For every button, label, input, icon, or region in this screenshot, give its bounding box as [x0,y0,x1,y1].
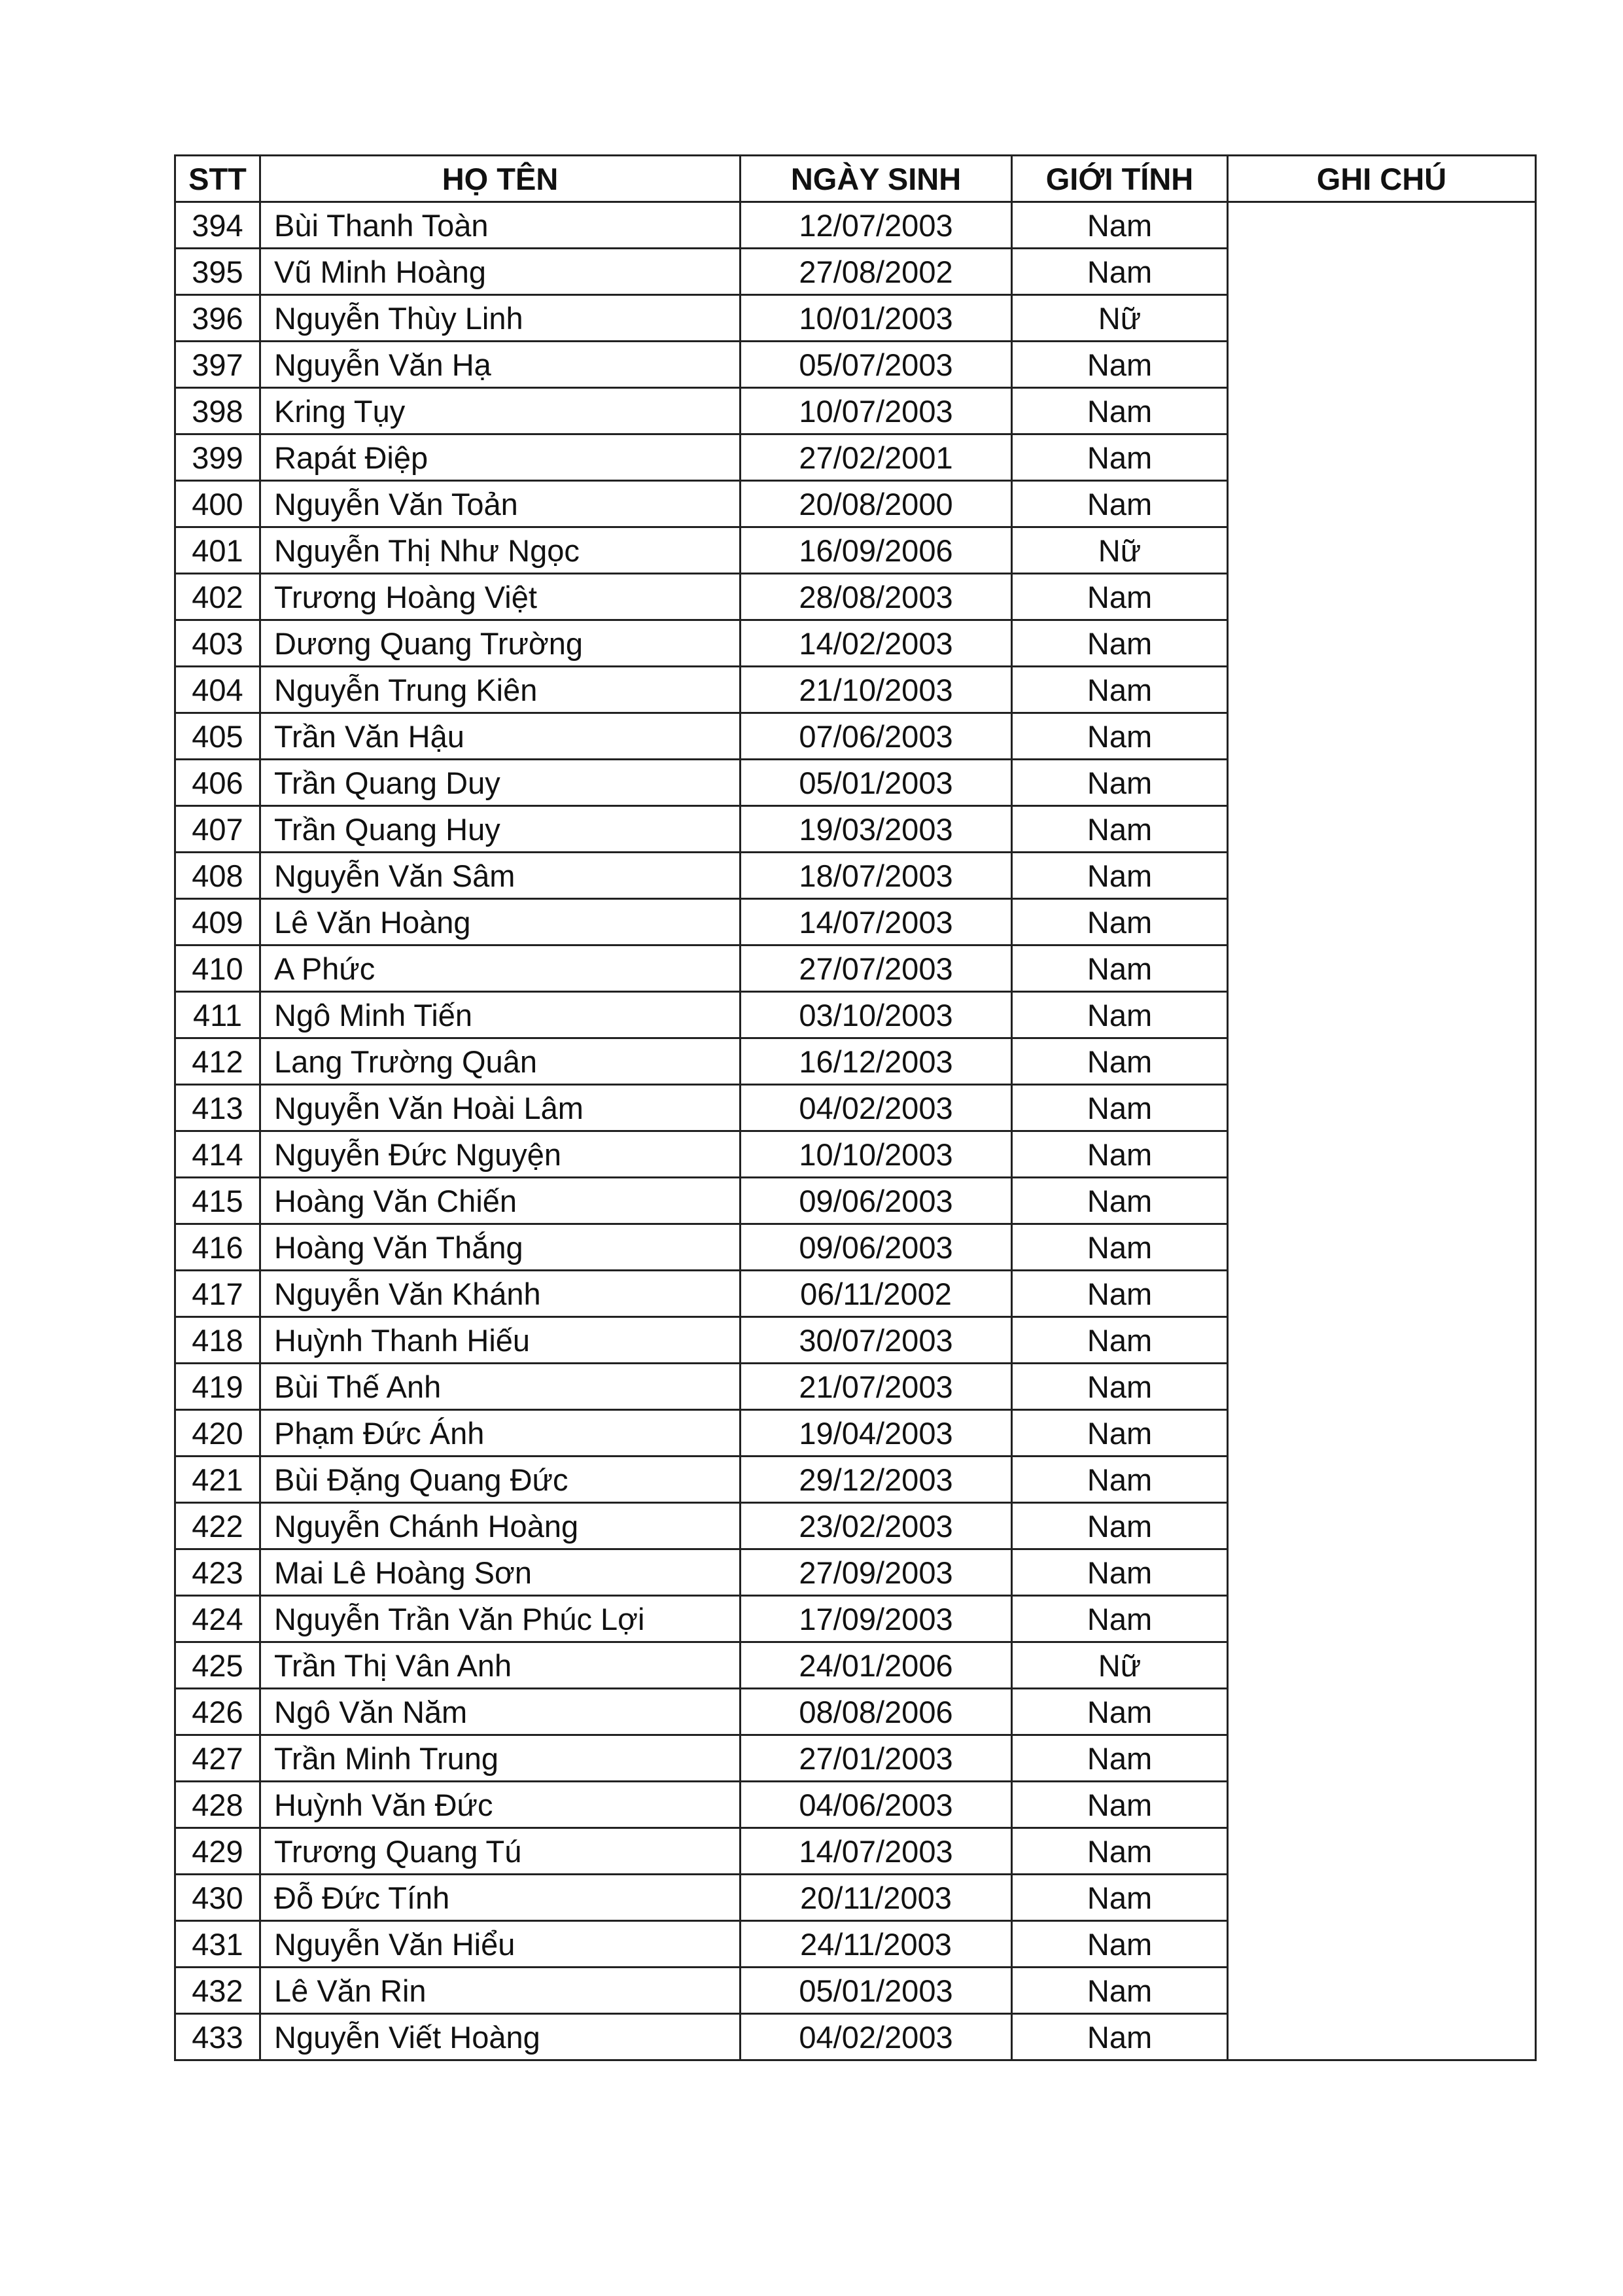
name-cell: Bùi Thế Anh [260,1364,741,1410]
stt-cell: 413 [175,1085,260,1131]
dob-cell: 23/02/2003 [741,1503,1012,1549]
header-dob: NGÀY SINH [741,156,1012,202]
table-row [175,202,1536,249]
name-cell: Trần Văn Hậu [260,713,741,760]
dob-cell: 09/06/2003 [741,1224,1012,1271]
stt-cell: 415 [175,1178,260,1224]
stt-cell: 400 [175,481,260,527]
gender-cell: Nam [1012,342,1228,388]
stt-cell: 411 [175,992,260,1038]
gender-cell: Nam [1012,1271,1228,1317]
name-cell: Nguyễn Văn Khánh [260,1271,741,1317]
dob-cell: 03/10/2003 [741,992,1012,1038]
name-cell: Đỗ Đức Tính [260,1875,741,1921]
name-cell: Nguyễn Trung Kiên [260,667,741,713]
name-cell: Nguyễn Văn Hiểu [260,1921,741,1968]
gender-cell: Nam [1012,667,1228,713]
gender-cell: Nam [1012,388,1228,434]
dob-cell: 12/07/2003 [741,202,1012,249]
name-cell: Vũ Minh Hoàng [260,249,741,295]
stt-cell: 421 [175,1457,260,1503]
name-cell: Hoàng Văn Chiến [260,1178,741,1224]
dob-cell: 14/07/2003 [741,1828,1012,1875]
stt-cell: 396 [175,295,260,342]
gender-cell: Nam [1012,1921,1228,1968]
header-stt: STT [175,156,260,202]
stt-cell: 416 [175,1224,260,1271]
stt-cell: 410 [175,945,260,992]
dob-cell: 16/12/2003 [741,1038,1012,1085]
stt-cell: 404 [175,667,260,713]
note-cell [1228,202,1536,2060]
stt-cell: 405 [175,713,260,760]
name-cell: Lê Văn Hoàng [260,899,741,945]
stt-cell: 407 [175,806,260,853]
name-cell: Huỳnh Thanh Hiếu [260,1317,741,1364]
gender-cell: Nam [1012,806,1228,853]
name-cell: Ngô Minh Tiến [260,992,741,1038]
gender-cell: Nam [1012,249,1228,295]
dob-cell: 30/07/2003 [741,1317,1012,1364]
dob-cell: 07/06/2003 [741,713,1012,760]
stt-cell: 426 [175,1689,260,1735]
gender-cell: Nam [1012,202,1228,249]
name-cell: Lang Trường Quân [260,1038,741,1085]
stt-cell: 399 [175,434,260,481]
dob-cell: 27/09/2003 [741,1549,1012,1596]
name-cell: Ngô Văn Năm [260,1689,741,1735]
stt-cell: 406 [175,760,260,806]
name-cell: Nguyễn Đức Nguyện [260,1131,741,1178]
gender-cell: Nam [1012,1038,1228,1085]
name-cell: Nguyễn Văn Sâm [260,853,741,899]
stt-cell: 409 [175,899,260,945]
gender-cell: Nam [1012,1968,1228,2014]
name-cell: Nguyễn Văn Hoài Lâm [260,1085,741,1131]
stt-cell: 419 [175,1364,260,1410]
stt-cell: 433 [175,2014,260,2060]
dob-cell: 10/07/2003 [741,388,1012,434]
dob-cell: 27/08/2002 [741,249,1012,295]
dob-cell: 08/08/2006 [741,1689,1012,1735]
name-cell: Trần Quang Duy [260,760,741,806]
name-cell: Lê Văn Rin [260,1968,741,2014]
stt-cell: 430 [175,1875,260,1921]
stt-cell: 422 [175,1503,260,1549]
gender-cell: Nam [1012,2014,1228,2060]
stt-cell: 398 [175,388,260,434]
dob-cell: 27/01/2003 [741,1735,1012,1782]
name-cell: Dương Quang Trường [260,620,741,667]
dob-cell: 04/06/2003 [741,1782,1012,1828]
name-cell: Trần Thị Vân Anh [260,1642,741,1689]
gender-cell: Nam [1012,1224,1228,1271]
name-cell: Kring Tụy [260,388,741,434]
stt-cell: 420 [175,1410,260,1457]
gender-cell: Nam [1012,760,1228,806]
dob-cell: 16/09/2006 [741,527,1012,574]
gender-cell: Nam [1012,1317,1228,1364]
stt-cell: 412 [175,1038,260,1085]
gender-cell: Nam [1012,574,1228,620]
name-cell: Nguyễn Viết Hoàng [260,2014,741,2060]
gender-cell: Nam [1012,1410,1228,1457]
name-cell: Mai Lê Hoàng Sơn [260,1549,741,1596]
gender-cell: Nam [1012,434,1228,481]
gender-cell: Nam [1012,1364,1228,1410]
gender-cell: Nữ [1012,527,1228,574]
gender-cell: Nam [1012,1457,1228,1503]
name-cell: Hoàng Văn Thắng [260,1224,741,1271]
gender-cell: Nam [1012,1549,1228,1596]
gender-cell: Nam [1012,1875,1228,1921]
header-name: HỌ TÊN [260,156,741,202]
name-cell: A Phức [260,945,741,992]
stt-cell: 427 [175,1735,260,1782]
dob-cell: 20/08/2000 [741,481,1012,527]
dob-cell: 28/08/2003 [741,574,1012,620]
name-cell: Phạm Đức Ánh [260,1410,741,1457]
name-cell: Trương Quang Tú [260,1828,741,1875]
name-cell: Bùi Thanh Toàn [260,202,741,249]
header-gender: GIỚI TÍNH [1012,156,1228,202]
table-body [175,202,1536,2060]
dob-cell: 05/07/2003 [741,342,1012,388]
stt-cell: 414 [175,1131,260,1178]
gender-cell: Nam [1012,713,1228,760]
dob-cell: 06/11/2002 [741,1271,1012,1317]
name-cell: Nguyễn Văn Hạ [260,342,741,388]
dob-cell: 21/07/2003 [741,1364,1012,1410]
header-note: GHI CHÚ [1228,156,1536,202]
gender-cell: Nam [1012,1085,1228,1131]
dob-cell: 27/02/2001 [741,434,1012,481]
stt-cell: 432 [175,1968,260,2014]
gender-cell: Nam [1012,1596,1228,1642]
dob-cell: 14/07/2003 [741,899,1012,945]
gender-cell: Nam [1012,1782,1228,1828]
gender-cell: Nam [1012,481,1228,527]
dob-cell: 19/04/2003 [741,1410,1012,1457]
dob-cell: 24/01/2006 [741,1642,1012,1689]
dob-cell: 10/10/2003 [741,1131,1012,1178]
dob-cell: 18/07/2003 [741,853,1012,899]
name-cell: Trần Minh Trung [260,1735,741,1782]
dob-cell: 10/01/2003 [741,295,1012,342]
stt-cell: 395 [175,249,260,295]
dob-cell: 29/12/2003 [741,1457,1012,1503]
name-cell: Nguyễn Thị Như Ngọc [260,527,741,574]
stt-cell: 418 [175,1317,260,1364]
name-cell: Nguyễn Văn Toản [260,481,741,527]
name-cell: Rapát Điệp [260,434,741,481]
stt-cell: 431 [175,1921,260,1968]
dob-cell: 09/06/2003 [741,1178,1012,1224]
stt-cell: 423 [175,1549,260,1596]
name-cell: Huỳnh Văn Đức [260,1782,741,1828]
gender-cell: Nam [1012,992,1228,1038]
stt-cell: 424 [175,1596,260,1642]
dob-cell: 14/02/2003 [741,620,1012,667]
name-cell: Bùi Đặng Quang Đức [260,1457,741,1503]
gender-cell: Nam [1012,945,1228,992]
dob-cell: 24/11/2003 [741,1921,1012,1968]
stt-cell: 401 [175,527,260,574]
gender-cell: Nam [1012,1503,1228,1549]
stt-cell: 429 [175,1828,260,1875]
dob-cell: 27/07/2003 [741,945,1012,992]
gender-cell: Nam [1012,1131,1228,1178]
gender-cell: Nữ [1012,1642,1228,1689]
stt-cell: 425 [175,1642,260,1689]
gender-cell: Nam [1012,1689,1228,1735]
dob-cell: 17/09/2003 [741,1596,1012,1642]
dob-cell: 21/10/2003 [741,667,1012,713]
stt-cell: 402 [175,574,260,620]
gender-cell: Nam [1012,899,1228,945]
gender-cell: Nam [1012,620,1228,667]
gender-cell: Nam [1012,853,1228,899]
dob-cell: 04/02/2003 [741,2014,1012,2060]
stt-cell: 417 [175,1271,260,1317]
name-cell: Nguyễn Trần Văn Phúc Lợi [260,1596,741,1642]
gender-cell: Nam [1012,1178,1228,1224]
dob-cell: 19/03/2003 [741,806,1012,853]
name-cell: Nguyễn Chánh Hoàng [260,1503,741,1549]
dob-cell: 05/01/2003 [741,760,1012,806]
gender-cell: Nam [1012,1735,1228,1782]
gender-cell: Nữ [1012,295,1228,342]
dob-cell: 05/01/2003 [741,1968,1012,2014]
name-cell: Trần Quang Huy [260,806,741,853]
table-header-row [175,156,1536,202]
stt-cell: 408 [175,853,260,899]
roster-table [174,154,1537,2061]
stt-cell: 394 [175,202,260,249]
stt-cell: 428 [175,1782,260,1828]
stt-cell: 403 [175,620,260,667]
dob-cell: 20/11/2003 [741,1875,1012,1921]
gender-cell: Nam [1012,1828,1228,1875]
name-cell: Nguyễn Thùy Linh [260,295,741,342]
dob-cell: 04/02/2003 [741,1085,1012,1131]
name-cell: Trương Hoàng Việt [260,574,741,620]
stt-cell: 397 [175,342,260,388]
